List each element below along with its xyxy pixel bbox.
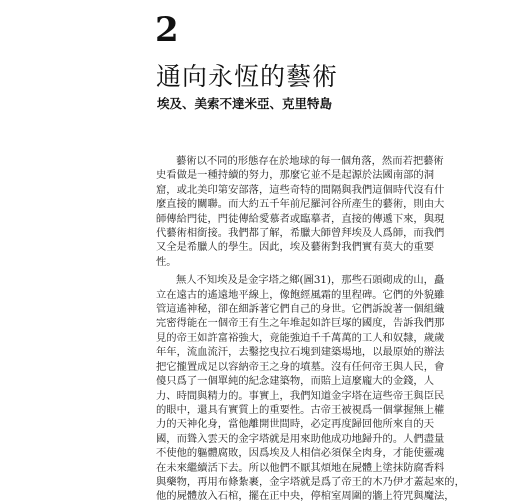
text-line: 完密得能在一個帝王有生之年堆起如許巨塚的國度，告訴我們那	[156, 317, 445, 330]
chapter-subtitle: 埃及、美索不達米亞、克里特島	[157, 96, 333, 111]
text-line: 與藥物，再用布條紮裹，金字塔就是爲了帝王的木乃伊才蓋起來的，	[156, 475, 465, 488]
chapter-title: 通向永恆的藝術	[156, 62, 339, 91]
text-line: 在未來繼續活下去。所以他們不厭其煩地在屍體上塗抹防腐香料	[156, 461, 445, 474]
chapter-number: 2	[155, 10, 179, 50]
text-line: 立在遠古的遙遠地平線上，像飽經風霜的里程碑。它們的外貌雖	[156, 288, 445, 301]
paragraph	[156, 273, 465, 504]
text-line: 年年，流血流汗，去鑿挖曳拉石塊到建築場地，以最原始的辦法	[156, 346, 445, 359]
text-line: 窟，或北美印第安部落，這些奇特的間隔與我們這個時代沒有什	[156, 183, 445, 196]
text-line: 無人不知埃及是金字塔之鄉(圖31)，那些石頭砌成的山，矗	[176, 274, 445, 287]
text-line: 把它攏置成足以容納帝王之身的墳墓。沒有任何帝王與人民，會	[156, 360, 445, 373]
text-line: 他的屍體放入石棺，擺在正中央，停棺室周圍的牆上符咒與魔法，	[156, 490, 455, 503]
text-line: 見的帝王如許富裕強大，竟能強迫千千萬萬的工人和奴隸，歲歲	[156, 331, 445, 344]
text-line: 力、時間與精力的。事實上，我們知道金字塔在這些帝王與臣民	[156, 389, 445, 402]
text-line: 國，而聳入雲天的金字塔就是用來助他成功地歸升的。人們盡量	[156, 432, 445, 445]
paragraph	[156, 154, 445, 269]
text-line: 傻只爲了一個單純的紀念建築物，而賠上這麼龐大的金錢，人	[156, 375, 435, 388]
text-line: 管這遙神秘，卻在細訴著它們自己的身世。它們訴說著一個組織	[156, 303, 445, 316]
text-line: 性。	[156, 255, 177, 268]
text-line: 的眼中，還具有實質上的重要性。古帝王被視爲一個掌握無上權	[156, 403, 445, 416]
text-line: 師傳給門徒，門徒傳給愛慕者或臨摹者，直接的傳遞下來，與現	[156, 212, 445, 225]
text-line: 麼直接的關聯。而大約五千年前尼羅河谷所產生的藝術，則由大	[156, 198, 445, 211]
text-line: 力的天神化身，當他離開世間時，必定再度歸回他所來自的天	[156, 418, 435, 431]
text-line: 史看做是一種持續的努力，那麼它並不是起源於法國南部的洞	[156, 169, 435, 182]
text-line: 代藝術相銜接。我們都了解，希臘大師曾拜埃及人爲師，而我們	[156, 227, 445, 240]
body-text	[156, 154, 465, 504]
text-line: 藝術以不同的形態存在於地球的每一個角落，然而若把藝術	[176, 155, 444, 167]
text-line: 又全是希臘人的學生。因此，埃及藝術對我們實有莫大的重要	[156, 241, 435, 254]
text-line: 不使他的軀體腐敗，因爲埃及人相信必須保全肉身，才能使靈魂	[156, 447, 445, 460]
